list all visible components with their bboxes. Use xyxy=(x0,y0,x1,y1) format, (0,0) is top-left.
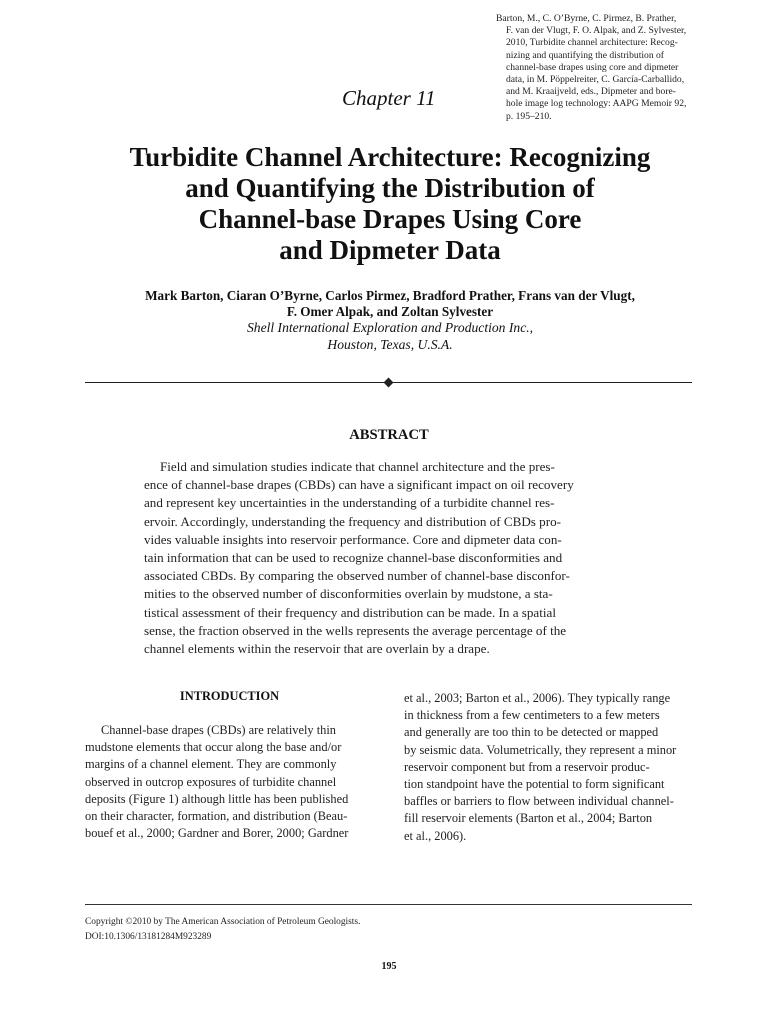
page-number-container xyxy=(0,961,768,972)
footer-divider xyxy=(85,904,692,905)
citation-line: data, in M. Pöppelreiter, C. García-Carballido, xyxy=(506,74,685,86)
citation-line: 2010, Turbidite channel architecture: Recog- xyxy=(506,37,678,49)
doi: DOI:10.1306/13181284M923289 xyxy=(85,931,212,942)
citation-block xyxy=(496,13,706,123)
citation-line: p. 195–210. xyxy=(506,110,552,122)
body-line: et al., 2003; Barton et al., 2006). They typically range xyxy=(404,691,671,705)
title-line: Channel-base Drapes Using Core xyxy=(198,204,582,234)
page-number: 195 xyxy=(381,961,397,972)
abstract-line: tain information that can be used to recognize channel-base disconformities and xyxy=(144,550,563,566)
body-line: on their character, formation, and distribution (Beau- xyxy=(85,809,348,824)
abstract-line: tistical assessment of their frequency and distribution can be made. In a spatial xyxy=(144,604,556,620)
introduction-column-right xyxy=(404,690,694,845)
divider-diamond-icon xyxy=(384,378,394,388)
body-line: Channel-base drapes (CBDs) are relatively thin xyxy=(101,723,336,737)
paper-title xyxy=(40,142,740,266)
introduction-column-left xyxy=(85,722,375,842)
title-line: and Quantifying the Distribution of xyxy=(185,173,595,203)
citation-line: hole image log technology: AAPG Memoir 92, xyxy=(506,98,687,110)
body-line: tion standpoint have the potential to form significant xyxy=(404,777,665,792)
body-line: baffles or barriers to flow between individual channel- xyxy=(404,794,674,809)
title-line: and Dipmeter Data xyxy=(279,235,501,265)
affiliation xyxy=(40,320,740,353)
copyright-block xyxy=(85,915,360,944)
abstract-heading: ABSTRACT xyxy=(349,427,429,443)
body-line: et al., 2006). xyxy=(404,828,467,843)
body-line: and generally are too thin to be detected or mapped xyxy=(404,725,659,740)
abstract-body xyxy=(144,458,636,658)
body-line: mudstone elements that occur along the base and/or xyxy=(85,740,342,755)
citation-line: channel-base drapes using core and dipmeter xyxy=(506,61,679,73)
body-line: bouef et al., 2000; Gardner and Borer, 2000; Gardner xyxy=(85,826,349,841)
abstract-line: mities to the observed number of disconformities overlain by mudstone, a sta- xyxy=(144,586,553,602)
abstract-line: ervoir. Accordingly, understanding the frequency and distribution of CBDs pro- xyxy=(144,513,561,529)
introduction-heading: INTRODUCTION xyxy=(179,689,280,703)
abstract-line: channel elements within the reservoir that are overlain by a drape. xyxy=(144,641,490,657)
citation-line: Barton, M., C. O’Byrne, C. Pirmez, B. Prather, xyxy=(496,13,677,24)
citation-line: F. van der Vlugt, F. O. Alpak, and Z. Sylvester, xyxy=(506,25,687,37)
author-list xyxy=(40,288,740,320)
abstract-line: sense, the fraction observed in the wells represents the average percentage of the xyxy=(144,622,567,638)
author-line: F. Omer Alpak, and Zoltan Sylvester xyxy=(286,304,494,319)
abstract-line: ence of channel-base drapes (CBDs) can have a significant impact on oil recovery xyxy=(144,477,574,493)
author-line: Mark Barton, Ciaran O’Byrne, Carlos Pirmez, Bradford Prather, Frans van der Vlugt, xyxy=(145,288,635,303)
chapter-label: Chapter 11 xyxy=(342,86,436,110)
abstract-line: Field and simulation studies indicate that channel architecture and the pres- xyxy=(160,459,555,474)
body-line: observed in outcrop exposures of turbidite channel xyxy=(85,774,337,789)
citation-line: nizing and quantifying the distribution of xyxy=(506,49,665,61)
body-line: reservoir component but from a reservoir produc- xyxy=(404,759,650,774)
title-line: Turbidite Channel Architecture: Recognizing xyxy=(129,142,651,172)
body-line: in thickness from a few centimeters to a few meters xyxy=(404,708,660,723)
body-line: by seismic data. Volumetrically, they represent a minor xyxy=(404,742,677,757)
affiliation-line: Houston, Texas, U.S.A. xyxy=(327,336,453,352)
citation-line: and M. Kraaijveld, eds., Dipmeter and bore- xyxy=(506,86,676,98)
affiliation-line: Shell International Exploration and Production Inc., xyxy=(246,320,534,335)
abstract-line: associated CBDs. By comparing the observed number of channel-base disconfor- xyxy=(144,568,570,584)
body-line: margins of a channel element. They are commonly xyxy=(85,757,337,772)
abstract-line: vides valuable insights into reservoir performance. Core and dipmeter data con- xyxy=(144,531,562,547)
abstract-line: and represent key uncertainties in the understanding of a turbidite channel res- xyxy=(144,495,555,511)
body-line: deposits (Figure 1) although little has been published xyxy=(85,791,349,806)
body-line: fill reservoir elements (Barton et al., 2004; Barton xyxy=(404,811,653,826)
copyright-notice: Copyright ©2010 by The American Association of Petroleum Geologists. xyxy=(85,917,361,927)
